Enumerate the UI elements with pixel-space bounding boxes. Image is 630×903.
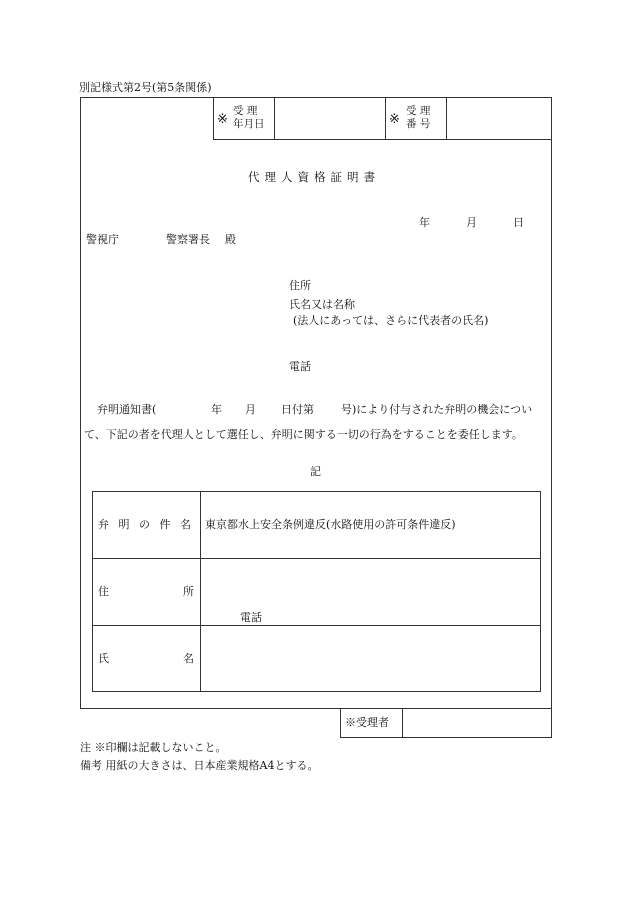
- body-year-label: 年: [211, 403, 222, 416]
- receiver-field[interactable]: [404, 710, 550, 736]
- body-text-line2: て、下記の者を代理人として選任し、弁明に関する一切の行為をすることを委任します。: [84, 428, 523, 441]
- corporate-note: (法人にあっては、さらに代表者の氏名): [293, 314, 489, 327]
- note-line: 注 ※印欄は記載しないこと。: [80, 741, 227, 754]
- addressee-agency: 警視庁: [86, 233, 119, 246]
- agent-name-label: 氏 名: [98, 652, 194, 665]
- agent-address-field[interactable]: [205, 562, 538, 610]
- addressee-honorific: 殿: [225, 233, 236, 246]
- form-label: 別記様式第2号(第5条関係): [79, 81, 212, 94]
- receiver-label: ※受理者: [345, 716, 389, 729]
- top-box-divider: [385, 97, 386, 139]
- receiver-box-divider: [402, 708, 403, 738]
- agent-name-field[interactable]: [205, 629, 538, 689]
- top-boxes-bottom-border: [213, 139, 552, 140]
- date-year-label: 年: [419, 216, 430, 229]
- agent-address-label: 住 所: [98, 585, 194, 598]
- agent-table-row-line: [92, 625, 541, 626]
- receipt-number-field[interactable]: [448, 100, 550, 137]
- kome-mark: ※: [217, 112, 228, 127]
- top-box-divider: [446, 97, 447, 139]
- body-text-start: 弁明通知書(: [97, 403, 157, 416]
- case-value: 東京都水上安全条例違反(水路使用の許可条件違反): [205, 518, 456, 531]
- document-title: 代理人資格証明書: [248, 170, 380, 184]
- receipt-date-field[interactable]: [276, 100, 383, 137]
- receipt-number-label: 受 理 番 号: [406, 105, 431, 130]
- ki-label: 記: [310, 465, 321, 478]
- top-box-divider: [213, 97, 214, 139]
- applicant-address-label: 住所: [289, 279, 311, 292]
- applicant-name-label: 氏名又は名称: [289, 298, 355, 311]
- top-box-divider: [274, 97, 275, 139]
- agent-table-row-line: [92, 558, 541, 559]
- remark-line: 備考 用紙の大きさは、日本産業規格A4とする。: [80, 759, 319, 772]
- date-month-label: 月: [466, 216, 477, 229]
- agent-phone-label: 電話: [240, 611, 262, 624]
- receipt-date-label: 受 理 年月日: [233, 105, 265, 130]
- case-label: 弁明の件名: [98, 518, 201, 531]
- applicant-phone-label: 電話: [289, 360, 311, 373]
- body-month-label: 月: [245, 403, 256, 416]
- body-date-label: 日付第: [281, 403, 314, 416]
- date-day-label: 日: [513, 216, 524, 229]
- body-text-continued: 号)により付与された弁明の機会につい: [341, 403, 533, 416]
- addressee-chief: 警察署長: [166, 233, 210, 246]
- kome-mark: ※: [389, 112, 400, 127]
